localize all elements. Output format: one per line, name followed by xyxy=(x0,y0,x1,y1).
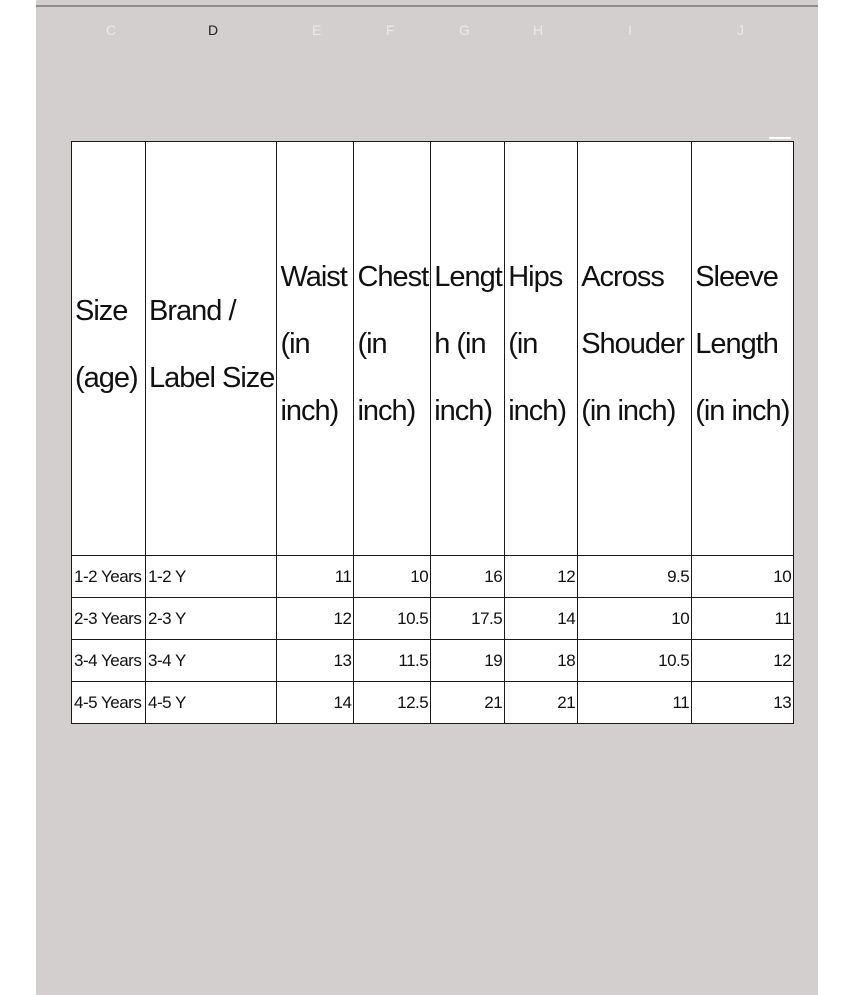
header-text: (age) xyxy=(75,361,138,394)
header-text: Shouder xyxy=(581,328,684,360)
cell-waist[interactable]: 12 xyxy=(277,598,354,640)
header-text: Size xyxy=(75,294,128,327)
header-text: Sleeve xyxy=(695,261,778,293)
header-text: Lengt xyxy=(434,261,502,293)
header-text: h (in xyxy=(434,328,486,360)
column-header-strip xyxy=(36,22,818,48)
cell-sleeve-length[interactable]: 12 xyxy=(692,640,794,682)
cell-hips[interactable]: 18 xyxy=(505,640,578,682)
column-letter-d[interactable]: D xyxy=(208,22,219,38)
header-text: (in xyxy=(357,328,387,360)
cell-hips[interactable]: 14 xyxy=(505,598,578,640)
header-text: Chest xyxy=(357,261,429,293)
cell-chest[interactable]: 11.5 xyxy=(354,640,431,682)
cell-sleeve-length[interactable]: 10 xyxy=(692,556,794,598)
cell-across-shoulder[interactable]: 10 xyxy=(578,598,692,640)
header-text: Across xyxy=(581,261,664,293)
cell-brand-size[interactable]: 2-3 Y xyxy=(146,598,277,640)
header-across-shoulder[interactable] xyxy=(578,142,692,556)
table-row xyxy=(72,682,794,724)
cell-chest[interactable]: 12.5 xyxy=(354,682,431,724)
column-letter-i[interactable]: I xyxy=(628,22,632,38)
header-text: Brand / xyxy=(149,294,236,327)
cell-size-age[interactable]: 4-5 Years xyxy=(72,682,146,724)
cell-sleeve-length[interactable]: 13 xyxy=(692,682,794,724)
column-letter-g[interactable]: G xyxy=(459,22,470,38)
size-chart-table xyxy=(71,141,794,724)
header-text: inch) xyxy=(508,395,567,427)
cell-sleeve-length[interactable]: 11 xyxy=(692,598,794,640)
header-hips[interactable] xyxy=(505,142,578,556)
header-waist[interactable] xyxy=(277,142,354,556)
cell-length[interactable]: 21 xyxy=(431,682,505,724)
header-sleeve-length[interactable] xyxy=(692,142,794,556)
column-letter-e[interactable]: E xyxy=(312,22,322,38)
header-text: (in inch) xyxy=(695,395,790,427)
table-row xyxy=(72,640,794,682)
header-text: inch) xyxy=(357,395,416,427)
table-row xyxy=(72,556,794,598)
cell-across-shoulder[interactable]: 10.5 xyxy=(578,640,692,682)
cell-length[interactable]: 17.5 xyxy=(431,598,505,640)
cell-length[interactable]: 16 xyxy=(431,556,505,598)
cell-hips[interactable]: 12 xyxy=(505,556,578,598)
header-size-age[interactable] xyxy=(72,142,146,556)
header-text: inch) xyxy=(434,395,493,427)
header-brand-label-size[interactable] xyxy=(146,142,277,556)
column-letter-h[interactable]: H xyxy=(533,22,544,38)
cell-hips[interactable]: 21 xyxy=(505,682,578,724)
cell-brand-size[interactable]: 3-4 Y xyxy=(146,640,277,682)
top-border-line xyxy=(36,5,818,7)
cell-length[interactable]: 19 xyxy=(431,640,505,682)
cell-size-age[interactable]: 3-4 Years xyxy=(72,640,146,682)
cell-across-shoulder[interactable]: 9.5 xyxy=(578,556,692,598)
table-row xyxy=(72,598,794,640)
header-text: Waist xyxy=(280,261,347,293)
column-letter-c[interactable]: C xyxy=(106,22,117,38)
header-text: inch) xyxy=(280,395,339,427)
column-letter-j[interactable]: J xyxy=(737,22,744,38)
cell-across-shoulder[interactable]: 11 xyxy=(578,682,692,724)
cell-size-age[interactable]: 2-3 Years xyxy=(72,598,146,640)
header-length[interactable] xyxy=(431,142,505,556)
cell-size-age[interactable]: 1-2 Years xyxy=(72,556,146,598)
header-text: (in xyxy=(280,328,310,360)
header-text: Hips xyxy=(508,261,563,293)
header-text: Length xyxy=(695,328,778,360)
corner-mark xyxy=(769,137,791,139)
header-text: Label Size xyxy=(149,361,275,394)
cell-chest[interactable]: 10 xyxy=(354,556,431,598)
cell-chest[interactable]: 10.5 xyxy=(354,598,431,640)
header-text: (in inch) xyxy=(581,395,676,427)
header-text: (in xyxy=(508,328,538,360)
column-letter-f[interactable]: F xyxy=(386,22,395,38)
cell-brand-size[interactable]: 4-5 Y xyxy=(146,682,277,724)
cell-waist[interactable]: 14 xyxy=(277,682,354,724)
header-chest[interactable] xyxy=(354,142,431,556)
cell-waist[interactable]: 11 xyxy=(277,556,354,598)
cell-brand-size[interactable]: 1-2 Y xyxy=(146,556,277,598)
header-row xyxy=(72,142,794,556)
cell-waist[interactable]: 13 xyxy=(277,640,354,682)
